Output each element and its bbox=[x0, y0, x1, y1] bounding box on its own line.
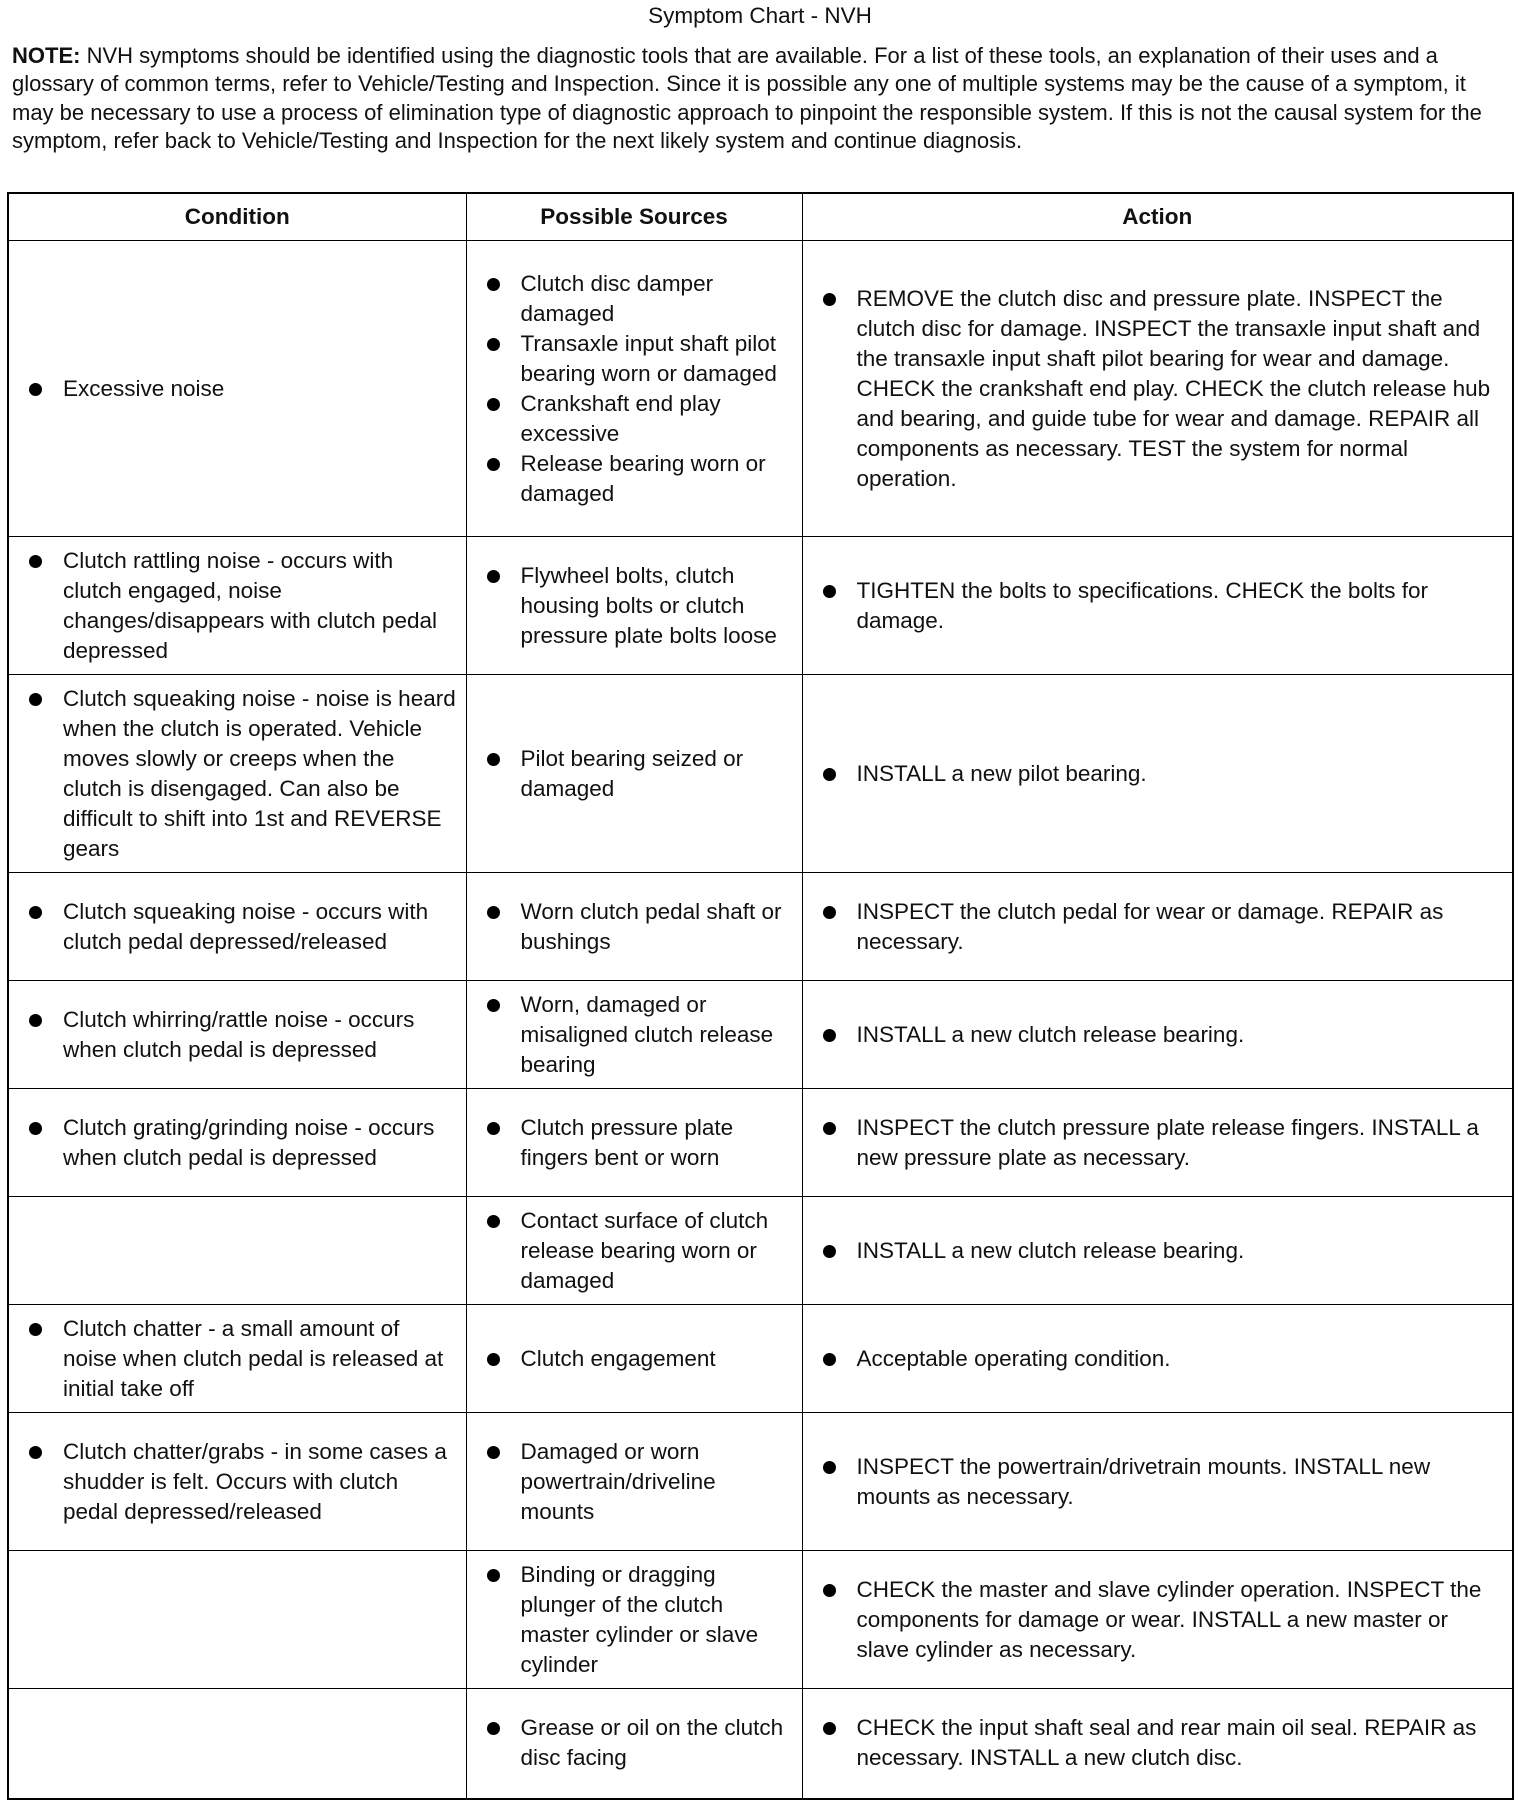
action-cell bbox=[802, 1413, 1513, 1551]
table-row bbox=[8, 1551, 1513, 1689]
table-row bbox=[8, 241, 1513, 537]
note-paragraph bbox=[12, 42, 1510, 155]
condition-text: Clutch squeaking noise - noise is heard when the clutch is operated. Vehicle moves slowly or creeps when the clutch is disengaged. Can also be difficult to shift into 1st and REVERSE gears bbox=[29, 684, 458, 864]
sources-list bbox=[487, 1113, 794, 1173]
action-text: INSTALL a new clutch release bearing. bbox=[823, 1236, 1505, 1266]
condition-text: Clutch chatter - a small amount of noise when clutch pedal is released at initial take off bbox=[29, 1314, 458, 1404]
action-list bbox=[823, 1575, 1505, 1665]
sources-list bbox=[487, 1713, 794, 1773]
action-cell bbox=[802, 241, 1513, 537]
source-item: Clutch pressure plate fingers bent or worn bbox=[487, 1113, 794, 1173]
table-body bbox=[8, 241, 1513, 1799]
action-text: INSTALL a new clutch release bearing. bbox=[823, 1020, 1505, 1050]
table-row bbox=[8, 981, 1513, 1089]
table-row bbox=[8, 873, 1513, 981]
sources-cell bbox=[466, 1305, 802, 1413]
action-list bbox=[823, 897, 1505, 957]
sources-cell bbox=[466, 537, 802, 675]
source-item: Damaged or worn powertrain/driveline mounts bbox=[487, 1437, 794, 1527]
action-text: Acceptable operating condition. bbox=[823, 1344, 1505, 1374]
action-text: CHECK the master and slave cylinder operation. INSPECT the components for damage or wear. INSTALL a new master or slave cylinder as necessary. bbox=[823, 1575, 1505, 1665]
condition-cell bbox=[8, 1197, 466, 1305]
condition-cell bbox=[8, 1551, 466, 1689]
action-list bbox=[823, 1713, 1505, 1773]
action-list bbox=[823, 576, 1505, 636]
table-row bbox=[8, 1689, 1513, 1799]
source-item: Clutch engagement bbox=[487, 1344, 794, 1374]
action-text: CHECK the input shaft seal and rear main oil seal. REPAIR as necessary. INSTALL a new clutch disc. bbox=[823, 1713, 1505, 1773]
source-item: Worn clutch pedal shaft or bushings bbox=[487, 897, 794, 957]
condition-cell bbox=[8, 1089, 466, 1197]
condition-cell bbox=[8, 537, 466, 675]
header-possible-sources: Possible Sources bbox=[466, 193, 802, 241]
condition-list bbox=[29, 546, 458, 666]
page-title: Symptom Chart - NVH bbox=[648, 3, 872, 28]
sources-cell bbox=[466, 675, 802, 873]
action-cell bbox=[802, 1089, 1513, 1197]
sources-cell bbox=[466, 1689, 802, 1799]
sources-list bbox=[487, 897, 794, 957]
condition-text: Clutch squeaking noise - occurs with clutch pedal depressed/released bbox=[29, 897, 458, 957]
action-cell bbox=[802, 1197, 1513, 1305]
condition-cell bbox=[8, 675, 466, 873]
condition-list bbox=[29, 1314, 458, 1404]
source-item: Worn, damaged or misaligned clutch release bearing bbox=[487, 990, 794, 1080]
table-row bbox=[8, 1305, 1513, 1413]
sources-cell bbox=[466, 873, 802, 981]
sources-list bbox=[487, 990, 794, 1080]
sources-cell bbox=[466, 1551, 802, 1689]
action-cell bbox=[802, 1551, 1513, 1689]
sources-list bbox=[487, 1344, 794, 1374]
sources-cell bbox=[466, 1089, 802, 1197]
sources-list bbox=[487, 1560, 794, 1680]
condition-text: Clutch grating/grinding noise - occurs when clutch pedal is depressed bbox=[29, 1113, 458, 1173]
action-list bbox=[823, 1452, 1505, 1512]
table-row bbox=[8, 1197, 1513, 1305]
source-item: Grease or oil on the clutch disc facing bbox=[487, 1713, 794, 1773]
condition-cell bbox=[8, 1413, 466, 1551]
condition-text: Clutch whirring/rattle noise - occurs when clutch pedal is depressed bbox=[29, 1005, 458, 1065]
action-list bbox=[823, 759, 1505, 789]
action-list bbox=[823, 284, 1505, 494]
action-text: INSPECT the powertrain/drivetrain mounts. INSTALL new mounts as necessary. bbox=[823, 1452, 1505, 1512]
action-list bbox=[823, 1113, 1505, 1173]
action-text: INSPECT the clutch pressure plate release fingers. INSTALL a new pressure plate as necessary. bbox=[823, 1113, 1505, 1173]
header-action: Action bbox=[802, 193, 1513, 241]
condition-cell bbox=[8, 1305, 466, 1413]
sources-list bbox=[487, 1206, 794, 1296]
sources-list bbox=[487, 744, 794, 804]
condition-list bbox=[29, 1437, 458, 1527]
action-text: INSTALL a new pilot bearing. bbox=[823, 759, 1505, 789]
source-item: Crankshaft end play excessive bbox=[487, 389, 794, 449]
action-text: REMOVE the clutch disc and pressure plate. INSPECT the clutch disc for damage. INSPECT the transaxle input shaft and the transaxle input shaft pilot bearing for wear and damage. CHECK the crankshaft end play. CHECK the clutch release hub and bearing, and guide tube for wear and damage. REPAIR all components as necessary. TEST the system for normal operation. bbox=[823, 284, 1505, 494]
table-header-row bbox=[8, 193, 1513, 241]
action-text: TIGHTEN the bolts to specifications. CHECK the bolts for damage. bbox=[823, 576, 1505, 636]
condition-list bbox=[29, 374, 458, 404]
sources-cell bbox=[466, 241, 802, 537]
condition-text: Excessive noise bbox=[29, 374, 458, 404]
source-item: Contact surface of clutch release bearing worn or damaged bbox=[487, 1206, 794, 1296]
symptom-chart-table bbox=[7, 192, 1514, 1800]
source-item: Pilot bearing seized or damaged bbox=[487, 744, 794, 804]
table-row bbox=[8, 1089, 1513, 1197]
condition-list bbox=[29, 684, 458, 864]
note-text: NVH symptoms should be identified using the diagnostic tools that are available. For a list of these tools, an explanation of their uses and a glossary of common terms, refer to Vehicle/Testing and Inspection. Since it is possible any one of multiple systems may be the cause of a symptom, it may be necessary to use a process of elimination type of diagnostic approach to pinpoint the responsible system. If this is not the causal system for the symptom, refer back to Vehicle/Testing and Inspection for the next likely system and continue diagnosis. bbox=[12, 43, 1482, 153]
header-condition: Condition bbox=[8, 193, 466, 241]
note-label: NOTE: bbox=[12, 43, 81, 68]
condition-cell bbox=[8, 981, 466, 1089]
condition-text: Clutch rattling noise - occurs with clutch engaged, noise changes/disappears with clutch pedal depressed bbox=[29, 546, 458, 666]
condition-list bbox=[29, 1005, 458, 1065]
sources-list bbox=[487, 1437, 794, 1527]
action-list bbox=[823, 1236, 1505, 1266]
action-cell bbox=[802, 873, 1513, 981]
sources-cell bbox=[466, 1197, 802, 1305]
condition-cell bbox=[8, 1689, 466, 1799]
table-row bbox=[8, 537, 1513, 675]
table-row bbox=[8, 1413, 1513, 1551]
source-item: Flywheel bolts, clutch housing bolts or clutch pressure plate bolts loose bbox=[487, 561, 794, 651]
sources-cell bbox=[466, 1413, 802, 1551]
source-item: Clutch disc damper damaged bbox=[487, 269, 794, 329]
action-cell bbox=[802, 1689, 1513, 1799]
condition-cell bbox=[8, 241, 466, 537]
action-list bbox=[823, 1344, 1505, 1374]
source-item: Transaxle input shaft pilot bearing worn or damaged bbox=[487, 329, 794, 389]
action-cell bbox=[802, 675, 1513, 873]
action-cell bbox=[802, 537, 1513, 675]
action-text: INSPECT the clutch pedal for wear or damage. REPAIR as necessary. bbox=[823, 897, 1505, 957]
table-row bbox=[8, 675, 1513, 873]
action-cell bbox=[802, 1305, 1513, 1413]
condition-list bbox=[29, 897, 458, 957]
source-item: Binding or dragging plunger of the clutch master cylinder or slave cylinder bbox=[487, 1560, 794, 1680]
sources-cell bbox=[466, 981, 802, 1089]
source-item: Release bearing worn or damaged bbox=[487, 449, 794, 509]
condition-text: Clutch chatter/grabs - in some cases a shudder is felt. Occurs with clutch pedal depressed/released bbox=[29, 1437, 458, 1527]
condition-cell bbox=[8, 873, 466, 981]
sources-list bbox=[487, 561, 794, 651]
action-cell bbox=[802, 981, 1513, 1089]
sources-list bbox=[487, 269, 794, 509]
condition-list bbox=[29, 1113, 458, 1173]
action-list bbox=[823, 1020, 1505, 1050]
